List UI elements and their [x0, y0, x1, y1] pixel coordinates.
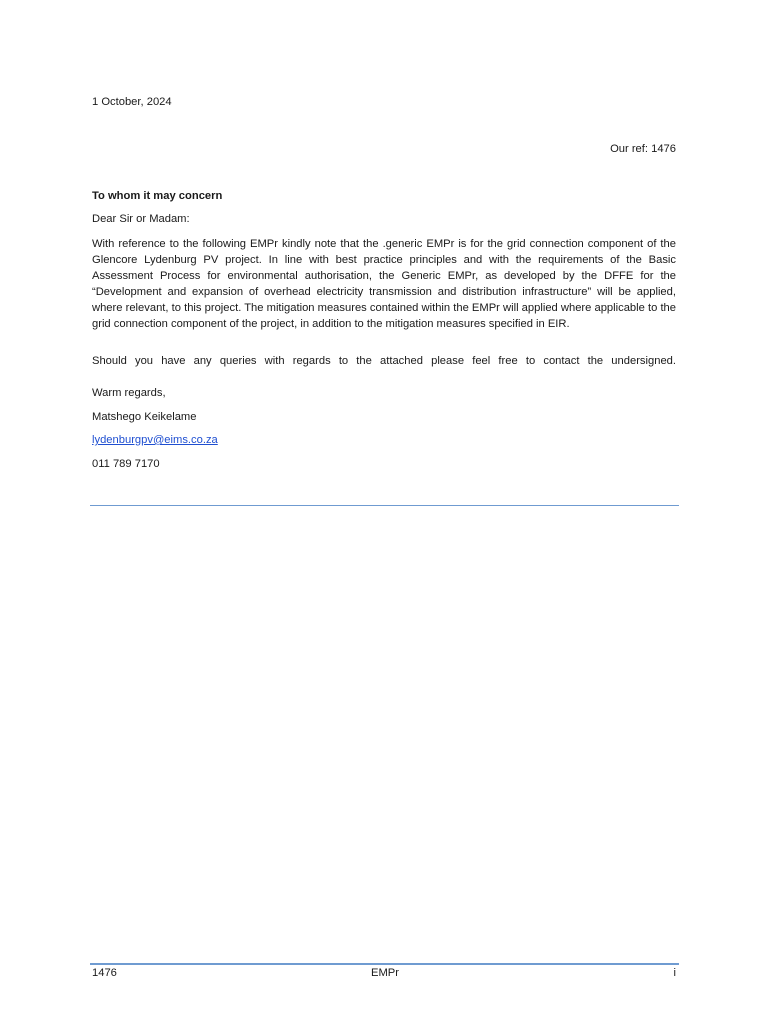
letter-subject: To whom it may concern: [92, 190, 223, 202]
salutation: Dear Sir or Madam:: [92, 213, 190, 225]
body-paragraph-2: Should you have any queries with regards to the attached please feel free to contact the undersigned.: [92, 355, 676, 367]
footer-reference: 1476: [92, 967, 117, 979]
body-paragraph-1: With reference to the following EMPr kindly note that the .generic EMPr is for the grid connection component of the Glencore Lydenburg PV project. In line with best practice principles and with the requirements of the Basic Assessment Process for environmental authorisation, the Generic EMPr, as developed by the DFFE for the “Development and expansion of overhead electricity transmission and distribution infrastructure” will be applied, where relevant, to this project. The mitigation measures contained within the EMPr will applied where applicable to the grid connection component of the project, in addition to the mitigation measures specified in EIR.: [92, 238, 676, 330]
phone-number: 011 789 7170: [92, 458, 160, 470]
letter-date: 1 October, 2024: [92, 96, 172, 108]
email-link[interactable]: lydenburgpv@eims.co.za: [92, 434, 218, 446]
closing: Warm regards,: [92, 387, 166, 399]
reference-number: Our ref: 1476: [610, 143, 676, 155]
signer-name: Matshego Keikelame: [92, 411, 197, 423]
footer-page-number: i: [673, 967, 676, 979]
footer-document-title: EMPr: [371, 967, 399, 979]
section-divider: [90, 505, 679, 506]
footer-rule: [90, 963, 679, 965]
